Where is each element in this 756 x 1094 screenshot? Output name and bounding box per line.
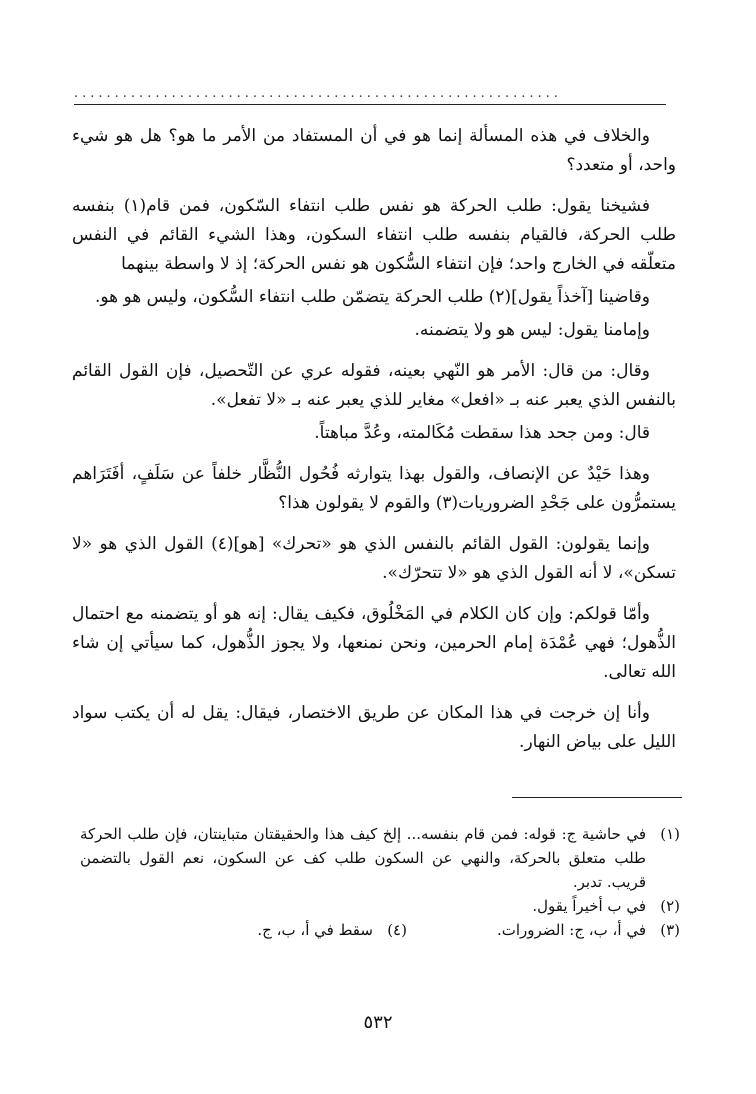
- paragraph-3: وقاضينا [آخذاً يقول](٢) طلب الحركة يتضمّن طلب انتفاء السُّكون، وليس هو هو.: [94, 287, 650, 307]
- paragraph-2: فشيخنا يقول: طلب الحركة هو نفس طلب انتفاء السّكون، فمن قام(١) بنفسه طلب الحركة، فالقيام بنفسه طلب انتفاء السكون، وهذا الشيء القائم في النفس متعلّقه في الخارج واحد؛ فإن انتفاء السُّكون هو نفس الحركة؛ إذ لا واسطة بينهما: [72, 196, 676, 274]
- paragraph-5: وقال: من قال: الأمر هو النّهي بعينه، فقوله عري عن التّحصيل، فإن القول القائم بالنفس الذي يعبر عنه بـ «افعل» مغاير للذي يعبر عنه بـ «لا تفعل».: [72, 361, 676, 410]
- footnote-2-text: في ب أخيراً يقول.: [532, 897, 646, 915]
- header-rule: [74, 104, 666, 105]
- page-number: ٥٣٢: [363, 1012, 393, 1033]
- footnote-3-text: في أ، ب، ج: الضرورات.: [496, 921, 646, 939]
- footnote-1: [80, 822, 680, 894]
- paragraph-7: وهذا حَيْدٌ عن الإنصاف، والقول بهذا يتوارثه فُحُول النُّظَّار خلفاً عن سَلَفٍ، أفَتَرَاهم يستمرُّون على جَحْدِ الضروريات(٣) والقوم لا يقولون هذا؟: [72, 464, 676, 513]
- footnote-1-text: في حاشية ج: قوله: فمن قام بنفسه... إلخ كيف هذا والحقيقتان متباينتان، فإن طلب الحركة طلب متعلق بالحركة، والنهي عن السكون طلب كف عن السكون، نعم القول بالتضمن قريب. تدبر.: [80, 825, 646, 891]
- header-dotted-line: ............................................................: [74, 86, 562, 101]
- footnote-4-number: (٤): [387, 921, 407, 939]
- footnote-2: [80, 894, 680, 918]
- footnote-2-number: (٢): [660, 897, 680, 915]
- paragraph-8: وإنما يقولون: القول القائم بالنفس الذي هو «تحرك» [هو](٤) القول الذي هو «لا تسكن»، لا أنه القول الذي هو «لا تتحرّك».: [72, 534, 676, 583]
- footnote-4-text: سقط في أ، ب، ج.: [257, 921, 373, 939]
- paragraph-1: والخلاف في هذه المسألة إنما هو في أن المستفاد من الأمر ما هو؟ هل هو شيء واحد، أو متعدد؟: [72, 126, 676, 175]
- main-text: [72, 122, 676, 769]
- paragraph-4: وإمامنا يقول: ليس هو ولا يتضمنه.: [414, 320, 650, 340]
- paragraph-9: وأمّا قولكم: وإن كان الكلام في المَخْلُوق، فكيف يقال: إنه هو أو يتضمنه مع احتمال الذُّهول؛ فهي عُمْدَة إمام الحرمين، ونحن نمنعها، ولا يجوز الذُّهول، كما سيأتي إن شاء الله تعالى.: [72, 604, 676, 682]
- footnote-1-number: (١): [660, 825, 680, 843]
- paragraph-6: قال: ومن جحد هذا سقطت مُكَالمته، وعُدَّ مباهتاً.: [314, 423, 650, 443]
- paragraph-10: وأنا إن خرجت في هذا المكان عن طريق الاختصار، فيقال: يقل له أن يكتب سواد الليل على بياض النهار.: [72, 703, 676, 752]
- footnotes: [80, 822, 680, 942]
- footnote-rule: [512, 797, 682, 798]
- footnote-row-3-4: [80, 918, 680, 942]
- footnote-3-number: (٣): [660, 921, 680, 939]
